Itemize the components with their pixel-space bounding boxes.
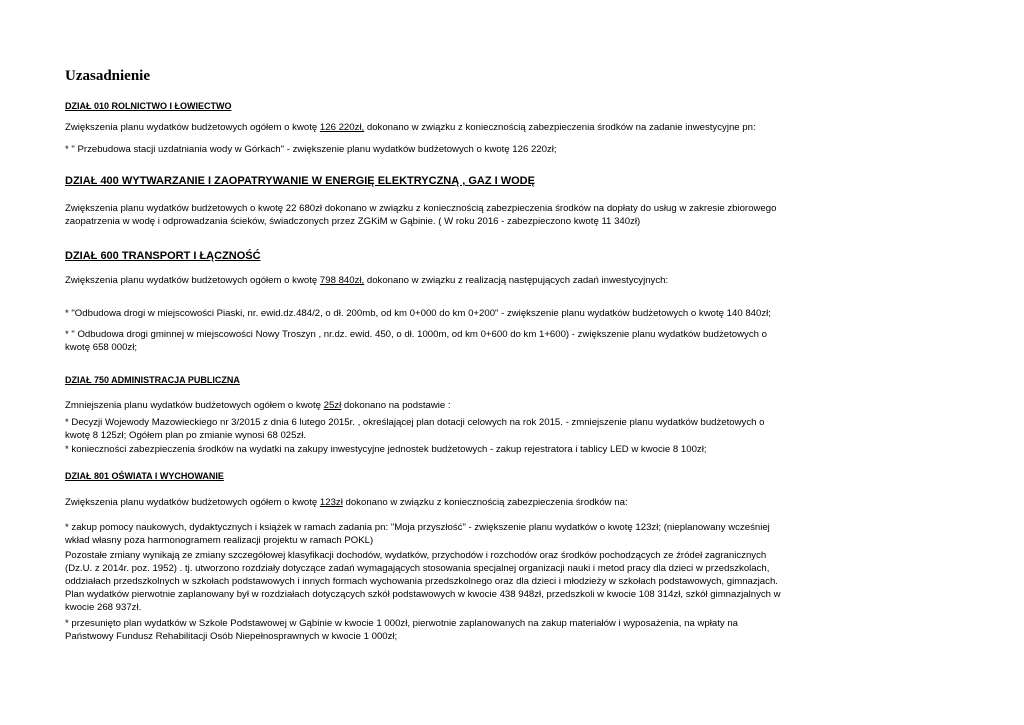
text: dokonano w związku z koniecznością zabezpieczenia środków na zadanie inwestycyjne pn:	[364, 122, 756, 133]
section-801-heading: DZIAŁ 801 OŚWIATA I WYCHOWANIE	[65, 471, 224, 481]
section-010-paragraph-1	[65, 121, 756, 134]
section-400-paragraph-line-2: zaopatrzenia w wodę i odprowadzania ścieków, świadczonych przez ZGKiM w Gąbinie. ( W roku 2016 - zabezpieczono kwotę 11 340zł)	[65, 216, 641, 227]
text: Zwiększenia planu wydatków budżetowych ogółem o kwotę	[65, 122, 320, 133]
amount: 123zł	[319, 497, 343, 508]
section-400-paragraph-line-1: Zwiększenia planu wydatków budżetowych o kwotę 22 680zł dokonano w związku z koniecznością zabezpieczenia środków na dopłaty do usług w zakresie zbiorowego	[65, 203, 777, 214]
section-600-heading: DZIAŁ 600 TRANSPORT I ŁĄCZNOŚĆ	[65, 250, 261, 262]
section-600-item-2-line-1: * " Odbudowa drogi gminnej w miejscowości Nowy Troszyn , nr.dz. ewid. 450, o dł. 1000m, od km 0+600 do km 1+600) - zwiększenie planu wydatków budżetowych o	[65, 329, 767, 340]
section-750-item-1-line-1: * Decyzji Wojewody Mazowieckiego nr 3/2015 z dnia 6 lutego 2015r. , określającej plan dotacji celowych na rok 2015. - zmniejszenie planu wydatków budżetowych o	[65, 417, 765, 428]
amount: 126 220zł,	[319, 122, 365, 133]
text: Zmniejszenia planu wydatków budżetowych ogółem o kwotę	[65, 400, 324, 411]
section-801-item-1-line-2: wkład własny poza harmonogramem realizacji projektu w ramach POKL)	[65, 535, 374, 546]
section-750-item-1-line-2: kwotę 8 125zł; Ogółem plan po zmianie wynosi 68 025zł.	[65, 430, 307, 441]
amount: 798 840zł,	[319, 275, 365, 286]
section-801-paragraph-2-line-4: Plan wydatków pierwotnie zaplanowany był w rozdziałach dotyczących szkół podstawowych w kwocie 438 948zł, przedszkoli w kwocie 108 314zł, szkół gimnazjalnych w	[65, 589, 781, 600]
section-600-item-2-line-2: kwotę 658 000zł;	[65, 342, 137, 353]
text: dokonano na podstawie :	[341, 400, 451, 411]
section-801-paragraph-2-line-3: oddziałach przedszkolnych w szkołach podstawowych i innych formach wychowania przedszkolnego oraz dla dzieci i młodzieży w szkołach podstawowych, gimnazjach.	[65, 576, 778, 587]
section-750-heading: DZIAŁ 750 ADMINISTRACJA PUBLICZNA	[65, 375, 240, 385]
text: dokonano w związku z koniecznością zabezpieczenia środków na:	[342, 497, 628, 508]
text: Zwiększenia planu wydatków budżetowych ogółem o kwotę	[65, 497, 320, 508]
section-750-item-2: * konieczności zabezpieczenia środków na wydatki na zakupy inwestycyjne jednostek budżetowych - zakup rejestratora i tablicy LED w kwocie 8 100zł;	[65, 444, 707, 455]
text: Zwiększenia planu wydatków budżetowych ogółem o kwotę	[65, 275, 320, 286]
section-801-item-2-line-2: Państwowy Fundusz Rehabilitacji Osób Niepełnosprawnych w kwocie 1 000zł;	[65, 631, 398, 642]
section-750-paragraph-1	[65, 399, 451, 412]
section-801-item-2-line-1: * przesunięto plan wydatków w Szkole Podstawowej w Gąbinie w kwocie 1 000zł, pierwotnie zaplanowanych na zakup materiałów i wyposażenia, na wpłaty na	[65, 618, 738, 629]
section-801-paragraph-2-line-2: (Dz.U. z 2014r. poz. 1952) . tj. utworzono rozdziały dotyczące zadań wymagających stosowania specjalnej organizacji nauki i metod pracy dla dzieci w przedszkolach,	[65, 563, 770, 574]
page-title: Uzasadnienie	[65, 68, 151, 84]
section-600-item-1: * "Odbudowa drogi w miejscowości Piaski, nr. ewid.dz.484/2, o dł. 200mb, od km 0+000 do km 0+200" - zwiększenie planu wydatków budżetowych o kwotę 140 840zł;	[65, 308, 771, 319]
section-801-paragraph-2-line-5: kwocie 268 937zł.	[65, 602, 142, 613]
section-010-item-1: * " Przebudowa stacji uzdatniania wody w Górkach" - zwiększenie planu wydatków budżetowych o kwotę 126 220zł;	[65, 144, 557, 155]
amount: 25zł	[323, 400, 342, 411]
text: dokonano w związku z realizacją następujących zadań inwestycyjnych:	[364, 275, 669, 286]
section-801-paragraph-2-line-1: Pozostałe zmiany wynikają ze zmiany szczegółowej klasyfikacji dochodów, wydatków, przychodów i rozchodów oraz środków pochodzących ze źródeł zagranicznych	[65, 550, 767, 561]
section-600-paragraph-1	[65, 274, 668, 287]
section-010-heading: DZIAŁ 010 ROLNICTWO I ŁOWIECTWO	[65, 101, 232, 111]
section-801-item-1-line-1: * zakup pomocy naukowych, dydaktycznych i książek w ramach zadania pn: "Moja przyszłość" - zwiększenie planu wydatków o kwotę 123zł; (nieplanowany wcześniej	[65, 522, 770, 533]
section-400-heading: DZIAŁ 400 WYTWARZANIE I ZAOPATRYWANIE W ENERGIĘ ELEKTRYCZNĄ , GAZ I WODĘ	[65, 175, 535, 187]
section-801-paragraph-1	[65, 496, 628, 509]
